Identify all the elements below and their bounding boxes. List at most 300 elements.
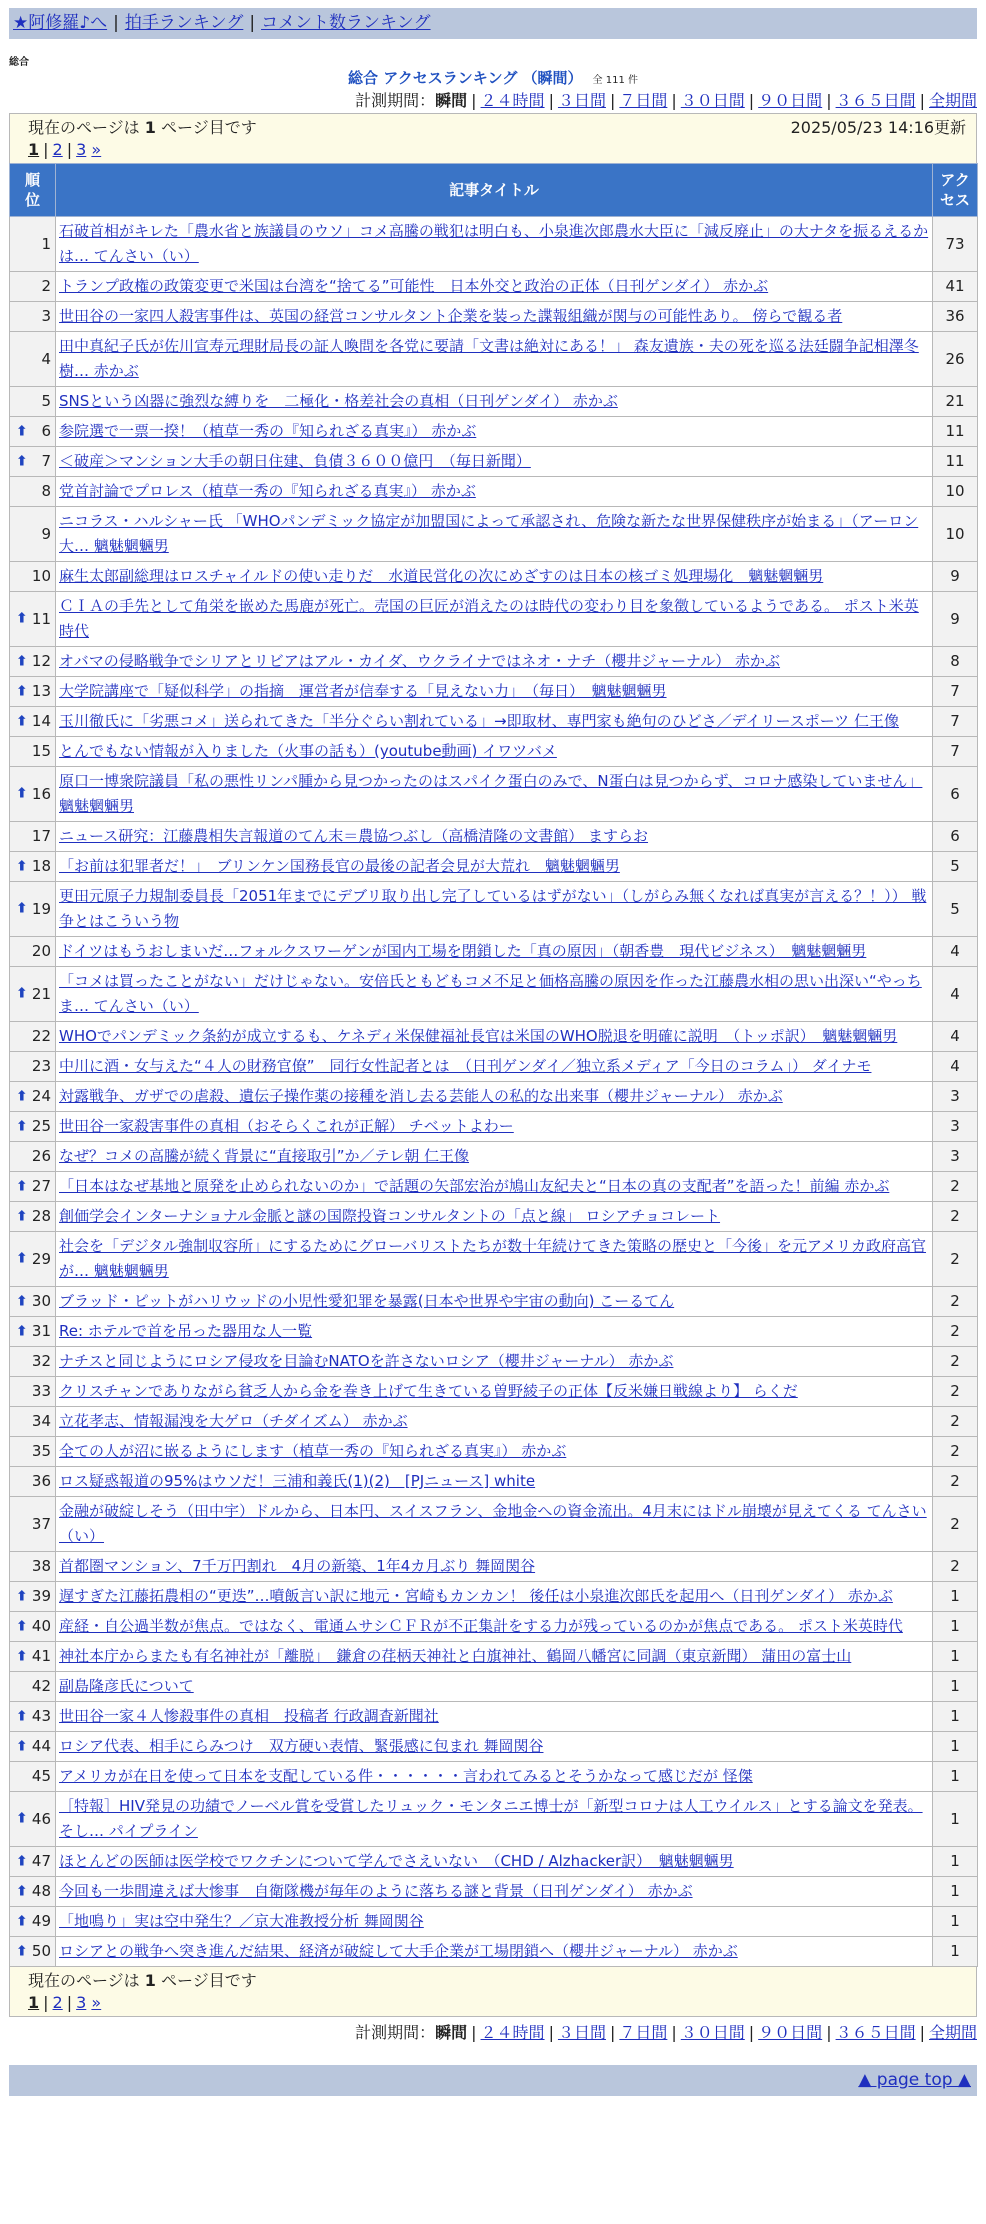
period-option[interactable]: ３０日間 xyxy=(680,91,745,110)
rank-cell xyxy=(10,1317,56,1347)
rank-cell xyxy=(10,707,56,737)
article-link[interactable]: ロス疑惑報道の95%はウソだ！三浦和義氏(1)(2) [PJニュース] white xyxy=(59,1472,536,1490)
table-row xyxy=(10,1702,978,1732)
period-option[interactable]: 全期間 xyxy=(928,2023,977,2042)
rank-cell xyxy=(10,1407,56,1437)
title-cell xyxy=(56,592,933,647)
rank-cell xyxy=(10,1612,56,1642)
rank-cell xyxy=(10,1792,56,1847)
article-link[interactable]: ＣＩＡの手先として角栄を嵌めた馬鹿が死亡。売国の巨匠が消えたのは時代の変わり目を象徴しているようである。 ポスト米英時代 xyxy=(59,597,919,640)
rank-number: 23 xyxy=(31,1057,51,1075)
period-current: 瞬間 xyxy=(435,2023,468,2042)
title-cell xyxy=(56,302,933,332)
pager-top xyxy=(9,113,977,163)
rank-number: 29 xyxy=(31,1249,51,1268)
article-link[interactable]: 「地鳴り」実は空中発生？／京大准教授分析 舞岡関谷 xyxy=(59,1912,424,1930)
access-count: 4 xyxy=(933,1022,978,1052)
period-separator: | xyxy=(609,91,616,110)
rank-number: 7 xyxy=(41,452,51,470)
rank-up-arrow-icon: ⬆ xyxy=(16,713,28,729)
title-cell xyxy=(56,1552,933,1582)
rank-cell xyxy=(10,1082,56,1112)
article-link[interactable]: 今回も一歩間違えば大惨事 自衛隊機が毎年のように落ちる謎と背景（日刊ゲンダイ） 赤かぶ xyxy=(59,1882,693,1900)
rank-up-arrow-icon: ⬆ xyxy=(16,1943,28,1959)
rank-number: 33 xyxy=(31,1382,51,1400)
access-count: 10 xyxy=(933,477,978,507)
table-row xyxy=(10,1142,978,1172)
page-next-link[interactable]: » xyxy=(91,1993,102,2012)
access-count: 1 xyxy=(933,1672,978,1702)
updated-timestamp: 2025/05/23 14:16更新 xyxy=(790,118,966,137)
period-selector xyxy=(9,89,977,113)
period-label: 計測期間： xyxy=(355,91,436,110)
link-comment-ranking[interactable]: コメント数ランキング xyxy=(261,13,431,33)
rank-up-arrow-icon: ⬆ xyxy=(16,785,28,802)
rank-number: 11 xyxy=(31,609,51,628)
article-link[interactable]: とんでもない情報が入りました（火事の話も）(youtube動画) イワツバメ xyxy=(59,742,557,760)
title-cell xyxy=(56,507,933,562)
rank-cell xyxy=(10,677,56,707)
rank-number: 22 xyxy=(31,1027,51,1045)
article-link[interactable]: 麻生太郎副総理はロスチャイルドの使い走りだ 水道民営化の次にめざすのは日本の核ゴミ処理場化 魑魅魍魎男 xyxy=(59,567,824,585)
period-option[interactable]: ９０日間 xyxy=(758,2023,823,2042)
title-cell xyxy=(56,1232,933,1287)
title-cell xyxy=(56,272,933,302)
rank-cell xyxy=(10,852,56,882)
period-option[interactable]: ７日間 xyxy=(619,2023,668,2042)
access-count: 1 xyxy=(933,1877,978,1907)
table-row xyxy=(10,1467,978,1497)
rank-number: 13 xyxy=(31,682,51,700)
rank-cell xyxy=(10,592,56,647)
title-cell xyxy=(56,1702,933,1732)
title-cell xyxy=(56,767,933,822)
header-access: アクセス xyxy=(933,164,978,217)
page-links-bottom xyxy=(10,1992,976,2014)
rank-number: 28 xyxy=(31,1207,51,1225)
rank-cell xyxy=(10,1732,56,1762)
rank-number: 39 xyxy=(31,1587,51,1605)
article-link[interactable]: アメリカが在日を使って日本を支配している件・・・・・・言われてみるとそうかなって感じだが 怪傑 xyxy=(59,1767,753,1785)
access-count: 2 xyxy=(933,1497,978,1552)
table-row xyxy=(10,1437,978,1467)
access-count: 3 xyxy=(933,1142,978,1172)
article-link[interactable]: SNSという凶器に強烈な縛りを 二極化・格差社会の真相（日刊ゲンダイ） 赤かぶ xyxy=(59,392,618,410)
title-cell xyxy=(56,332,933,387)
title-cell xyxy=(56,1907,933,1937)
rank-cell xyxy=(10,882,56,937)
access-count: 11 xyxy=(933,447,978,477)
article-link[interactable]: 参院選で一票一揆！（植草一秀の『知られざる真実』） 赤かぶ xyxy=(59,422,477,440)
rank-number: 32 xyxy=(31,1352,51,1370)
table-row xyxy=(10,1642,978,1672)
rank-cell xyxy=(10,767,56,822)
table-row xyxy=(10,1672,978,1702)
rank-number: 18 xyxy=(31,857,51,875)
table-row xyxy=(10,1937,978,1967)
article-link[interactable]: ブラッド・ピットがハリウッドの小児性愛犯罪を暴露(日本や世界や宇宙の動向) こーるてん xyxy=(59,1292,675,1310)
period-separator: | xyxy=(748,2023,755,2042)
article-link[interactable]: ニコラス・ハルシャー氏 「WHOパンデミック協定が加盟国によって承認され、危険な新たな世界保健秩序が始まる」（アーロン大… 魑魅魍魎男 xyxy=(59,512,919,555)
access-count: 1 xyxy=(933,1792,978,1847)
period-option[interactable]: ３日間 xyxy=(557,2023,606,2042)
rank-number: 15 xyxy=(31,742,51,760)
header-title: 記事タイトル xyxy=(56,164,933,217)
rank-cell xyxy=(10,1347,56,1377)
rank-cell xyxy=(10,477,56,507)
rank-number: 26 xyxy=(31,1147,51,1165)
table-row xyxy=(10,562,978,592)
table-row xyxy=(10,967,978,1022)
title-cell xyxy=(56,1642,933,1672)
rank-number: 38 xyxy=(31,1557,51,1575)
rank-cell xyxy=(10,1022,56,1052)
access-count: 5 xyxy=(933,882,978,937)
rank-up-arrow-icon: ⬆ xyxy=(16,1208,28,1224)
article-link[interactable]: ほとんどの医師は医学校でワクチンについて学んでさえいない （CHD / Alzhacker訳） 魑魅魍魎男 xyxy=(59,1852,734,1870)
access-count: 41 xyxy=(933,272,978,302)
table-row xyxy=(10,1612,978,1642)
rank-number: 8 xyxy=(41,482,51,500)
rank-up-arrow-icon: ⬆ xyxy=(16,1648,28,1664)
title-cell xyxy=(56,937,933,967)
article-link[interactable]: なぜ？コメの高騰が続く背景に“直接取引”か／テレ朝 仁王像 xyxy=(59,1147,470,1165)
title-cell xyxy=(56,1612,933,1642)
title-cell xyxy=(56,1172,933,1202)
rank-number: 5 xyxy=(41,392,51,410)
link-clap-ranking[interactable]: 拍手ランキング xyxy=(124,13,244,33)
rank-cell xyxy=(10,1937,56,1967)
access-count: 4 xyxy=(933,967,978,1022)
article-link[interactable]: 立花孝志、情報漏洩を大ゲロ（チダイズム） 赤かぶ xyxy=(59,1412,408,1430)
title-cell xyxy=(56,737,933,767)
rank-number: 49 xyxy=(31,1912,51,1930)
rank-up-arrow-icon: ⬆ xyxy=(16,858,28,874)
access-count: 1 xyxy=(933,1847,978,1877)
access-count: 5 xyxy=(933,852,978,882)
nav-separator: | xyxy=(249,13,256,33)
rank-number: 12 xyxy=(31,652,51,670)
article-link[interactable]: 神社本庁からまたも有名神社が「離脱」 鎌倉の荏柄天神社と白旗神社、鶴岡八幡宮に同調（東京新聞） 蒲田の富士山 xyxy=(59,1647,852,1665)
page-status-suffix: ページ目です xyxy=(161,118,257,137)
table-row xyxy=(10,1082,978,1112)
rank-number: 25 xyxy=(31,1117,51,1135)
access-count: 6 xyxy=(933,767,978,822)
title-cell xyxy=(56,477,933,507)
rank-up-arrow-icon: ⬆ xyxy=(16,610,28,627)
table-row xyxy=(10,1907,978,1937)
rank-number: 42 xyxy=(31,1677,51,1695)
rank-number: 41 xyxy=(31,1647,51,1665)
rank-cell xyxy=(10,302,56,332)
title-cell xyxy=(56,387,933,417)
rank-cell xyxy=(10,1672,56,1702)
article-link[interactable]: 田中真紀子氏が佐川宣寿元理財局長の証人喚問を各党に要請「文書は絶対にある！」 森友遺族・夫の死を巡る法廷闘争記相澤冬樹… 赤かぶ xyxy=(59,337,919,380)
access-count: 1 xyxy=(933,1582,978,1612)
article-link[interactable]: 世田谷一家４人惨殺事件の真相 投稿者 行政調査新聞社 xyxy=(59,1707,439,1725)
article-link[interactable]: クリスチャンでありながら貧乏人から金を巻き上げて生きている曽野綾子の正体【反米嫌日戦線より】 らくだ xyxy=(59,1382,798,1400)
period-current: 瞬間 xyxy=(435,91,468,110)
table-row xyxy=(10,1052,978,1082)
article-link[interactable]: ナチスと同じようにロシア侵攻を目論むNATOを許さないロシア（櫻井ジャーナル） 赤かぶ xyxy=(59,1352,674,1370)
access-count: 8 xyxy=(933,647,978,677)
article-link[interactable]: 大学院講座で「疑似科学」の指摘 運営者が信奉する「見えない力」 （毎日） 魑魅魍魎男 xyxy=(59,682,667,700)
access-count: 21 xyxy=(933,387,978,417)
rank-cell xyxy=(10,1552,56,1582)
page-status-suffix: ページ目です xyxy=(161,1971,257,1990)
page-top-link[interactable]: ▲ page top ▲ xyxy=(858,2070,971,2090)
article-link[interactable]: 世田谷の一家四人殺害事件は、英国の経営コンサルタント企業を装った諜報組織が関与の可能性あり。 傍らで観る者 xyxy=(59,307,843,325)
table-row xyxy=(10,417,978,447)
article-link[interactable]: ＜破産＞マンション大手の朝日住建、負債３６００億円 （毎日新聞） xyxy=(59,452,531,470)
period-option[interactable]: ３０日間 xyxy=(680,2023,745,2042)
table-row xyxy=(10,1202,978,1232)
article-link[interactable]: ニュース研究：江藤農相失言報道のてん末＝農協つぶし（高橋清隆の文書館） ますらお xyxy=(59,827,649,845)
title-cell xyxy=(56,852,933,882)
access-count: 1 xyxy=(933,1642,978,1672)
rank-number: 24 xyxy=(31,1087,51,1105)
access-count: 2 xyxy=(933,1347,978,1377)
rank-cell xyxy=(10,1877,56,1907)
article-link[interactable]: 「日本はなぜ基地と原発を止められないのか」で話題の矢部宏治が鳩山友紀夫と“日本の真の支配者”を語った！前編 赤かぶ xyxy=(59,1177,890,1195)
article-link[interactable]: 全ての人が沼に嵌るようにします（植草一秀の『知られざる真実』） 赤かぶ xyxy=(59,1442,567,1460)
rank-number: 46 xyxy=(31,1809,51,1828)
article-link[interactable]: 産経・自公過半数が焦点。ではなく、電通ムサシＣＦＲが不正集計をする力が残っているのかが焦点である。 ポスト米英時代 xyxy=(59,1617,903,1635)
period-separator: | xyxy=(548,91,554,110)
table-row xyxy=(10,1022,978,1052)
title-cell xyxy=(56,707,933,737)
article-link[interactable]: 中川に酒・女与えた“４人の財務官僚” 同行女性記者とは （日刊ゲンダイ／独立系メディア「今日のコラム」） ダイナモ xyxy=(59,1057,872,1075)
rank-cell xyxy=(10,737,56,767)
access-count: 26 xyxy=(933,332,978,387)
rank-cell xyxy=(10,967,56,1022)
rank-up-arrow-icon: ⬆ xyxy=(16,1810,28,1827)
article-link[interactable]: 創価学会インターナショナル金脈と謎の国際投資コンサルタントの「点と線」 ロシアチョコレート xyxy=(59,1207,721,1225)
pager-bottom xyxy=(9,1967,977,2017)
article-link[interactable]: ロシアとの戦争へ突き進んだ結果、経済が破綻して大手企業が工場閉鎖へ（櫻井ジャーナル） 赤かぶ xyxy=(59,1942,738,1960)
ranking-table xyxy=(9,163,978,1967)
page-current: 1 xyxy=(28,1993,40,2012)
article-link[interactable]: 副島隆彦氏について xyxy=(59,1677,194,1695)
access-count: 2 xyxy=(933,1232,978,1287)
page-separator: | xyxy=(66,140,73,159)
page-separator: | xyxy=(66,1993,73,2012)
title-cell xyxy=(56,647,933,677)
table-row xyxy=(10,767,978,822)
access-count: 2 xyxy=(933,1467,978,1497)
period-option[interactable]: ３日間 xyxy=(557,91,606,110)
article-link[interactable]: ドイツはもうおしまいだ…フォルクスワーゲンが国内工場を閉鎖した「真の原因」（朝香豊 現代ビジネス） 魑魅魍魎男 xyxy=(59,942,867,960)
rank-cell xyxy=(10,217,56,272)
article-link[interactable]: 玉川徹氏に「劣悪コメ」送られてきた「半分ぐらい割れている」→即取材、専門家も絶句のひどさ／デイリースポーツ 仁王像 xyxy=(59,712,899,730)
rank-cell xyxy=(10,332,56,387)
rank-cell xyxy=(10,1642,56,1672)
access-count: 73 xyxy=(933,217,978,272)
article-link[interactable]: 世田谷一家殺害事件の真相（おそらくこれが正解） チベットよわー xyxy=(59,1117,514,1135)
period-option[interactable]: 全期間 xyxy=(928,91,977,110)
rank-up-arrow-icon: ⬆ xyxy=(16,1738,28,1754)
rank-up-arrow-icon: ⬆ xyxy=(16,1178,28,1194)
access-count: 1 xyxy=(933,1702,978,1732)
period-separator: | xyxy=(548,2023,554,2042)
table-row xyxy=(10,737,978,767)
access-count: 1 xyxy=(933,1762,978,1792)
period-option[interactable]: ９０日間 xyxy=(758,91,823,110)
article-link[interactable]: 金融が破綻しそう（田中宇）ドルから、日本円、スイスフラン、金地金への資金流出。4月末にはドル崩壊が見えてくる てんさい（い） xyxy=(59,1502,927,1545)
title-cell xyxy=(56,447,933,477)
rank-up-arrow-icon: ⬆ xyxy=(16,653,28,669)
period-option[interactable]: ２４時間 xyxy=(480,91,545,110)
period-selector-bottom xyxy=(9,2021,977,2045)
title-cell xyxy=(56,1762,933,1792)
access-count: 3 xyxy=(933,1112,978,1142)
access-count: 6 xyxy=(933,822,978,852)
title-cell xyxy=(56,417,933,447)
page-status xyxy=(28,117,257,139)
rank-number: 16 xyxy=(31,784,51,803)
rank-up-arrow-icon: ⬆ xyxy=(16,900,28,917)
access-count: 1 xyxy=(933,1732,978,1762)
table-row xyxy=(10,1732,978,1762)
article-link[interactable]: ［特報］HIV発見の功績でノーベル賞を受賞したリュック・モンタニエ博士が「新型コロナは人工ウイルス」とする論文を発表。そし… パイプライン xyxy=(59,1797,923,1840)
title-cell xyxy=(56,1437,933,1467)
rank-number: 9 xyxy=(41,524,51,543)
title-cell xyxy=(56,822,933,852)
rank-cell xyxy=(10,447,56,477)
page-status-bottom xyxy=(28,1970,257,1992)
period-option[interactable]: ３６５日間 xyxy=(835,2023,916,2042)
table-row xyxy=(10,507,978,562)
title-cell xyxy=(56,967,933,1022)
article-link[interactable]: WHOでパンデミック条約が成立するも、ケネディ米保健福祉長官は米国のWHO脱退を明確に説明 （トッポ訳） 魑魅魍魎男 xyxy=(59,1027,898,1045)
page-status-number: 1 xyxy=(144,1971,156,1990)
rank-cell xyxy=(10,1202,56,1232)
article-link[interactable]: Re: ホテルで首を吊った器用な人一覧 xyxy=(59,1322,313,1340)
rank-up-arrow-icon: ⬆ xyxy=(16,453,28,469)
period-option[interactable]: ２４時間 xyxy=(480,2023,545,2042)
access-count: 36 xyxy=(933,302,978,332)
article-link[interactable]: 社会を「デジタル強制収容所」にするためにグローバリストたちが数十年続けてきた策略の歴史と「今後」を元アメリカ政府高官が… 魑魅魍魎男 xyxy=(59,1237,927,1280)
rank-number: 10 xyxy=(31,567,51,585)
rank-number: 6 xyxy=(41,422,51,440)
rank-number: 1 xyxy=(41,234,51,253)
rank-number: 37 xyxy=(31,1514,51,1533)
rank-cell xyxy=(10,1437,56,1467)
rank-cell xyxy=(10,1467,56,1497)
period-separator: | xyxy=(671,2023,677,2042)
rank-number: 31 xyxy=(31,1322,51,1340)
table-row xyxy=(10,647,978,677)
rank-number: 45 xyxy=(31,1767,51,1785)
rank-cell xyxy=(10,1052,56,1082)
period-option[interactable]: ７日間 xyxy=(619,91,668,110)
rank-up-arrow-icon: ⬆ xyxy=(16,683,28,699)
access-count: 2 xyxy=(933,1377,978,1407)
title-cell xyxy=(56,1732,933,1762)
title-cell xyxy=(56,1112,933,1142)
title-cell xyxy=(56,1877,933,1907)
rank-cell xyxy=(10,1497,56,1552)
table-row xyxy=(10,677,978,707)
rank-number: 21 xyxy=(31,984,51,1003)
article-link[interactable]: 石破首相がキレた「農水省と族議員のウソ」コメ高騰の戦犯は明白も、小泉進次郎農水大臣に「減反廃止」の大ナタを振るえるかは… てんさい（い） xyxy=(59,222,929,265)
rank-number: 34 xyxy=(31,1412,51,1430)
rank-up-arrow-icon: ⬆ xyxy=(16,985,28,1002)
page-separator: | xyxy=(43,1993,49,2012)
rank-cell xyxy=(10,272,56,302)
rank-up-arrow-icon: ⬆ xyxy=(16,1293,28,1309)
article-link[interactable]: 党首討論でプロレス（植草一秀の『知られざる真実』） 赤かぶ xyxy=(59,482,476,500)
article-link[interactable]: 対露戦争、ガザでの虐殺、遺伝子操作薬の接種を消し去る芸能人の私的な出来事（櫻井ジャーナル） 赤かぶ xyxy=(59,1087,783,1105)
page-separator: | xyxy=(43,140,49,159)
rank-number: 43 xyxy=(31,1707,51,1725)
article-link[interactable]: 「コメは買ったことがない」だけじゃない。安倍氏ともどもコメ不足と価格高騰の原因を作った江藤農水相の思い出深い“やっちま… てんさい（い） xyxy=(59,972,922,1015)
link-asyura-home[interactable]: ★阿修羅♪へ xyxy=(13,13,108,33)
title-cell xyxy=(56,1347,933,1377)
table-row xyxy=(10,217,978,272)
rank-cell xyxy=(10,1847,56,1877)
table-row xyxy=(10,1172,978,1202)
page-title xyxy=(9,67,977,89)
rank-cell xyxy=(10,1582,56,1612)
rank-cell xyxy=(10,562,56,592)
page-status-prefix: 現在のページは xyxy=(28,118,140,137)
title-cell xyxy=(56,217,933,272)
page-link[interactable]: 3 xyxy=(76,1993,87,2012)
table-row xyxy=(10,1377,978,1407)
table-row xyxy=(10,1232,978,1287)
article-link[interactable]: 遅すぎた江藤拓農相の“更迭”…噴飯言い訳に地元・宮崎もカンカン！ 後任は小泉進次郎氏を起用へ（日刊ゲンダイ） 赤かぶ xyxy=(59,1587,893,1605)
period-option[interactable]: ３６５日間 xyxy=(835,91,916,110)
rank-cell xyxy=(10,937,56,967)
page-link[interactable]: 3 xyxy=(76,140,87,159)
table-row xyxy=(10,592,978,647)
page-link[interactable]: 2 xyxy=(52,140,63,159)
rank-up-arrow-icon: ⬆ xyxy=(16,1913,28,1929)
article-link[interactable]: 更田元原子力規制委員長「2051年までにデブリ取り出し完了しているはずがない」（しがらみ無くなれば真実が言える？！）） 戦争とはこういう物 xyxy=(59,887,927,930)
period-separator: | xyxy=(826,2023,832,2042)
rank-number: 47 xyxy=(31,1852,51,1870)
article-link[interactable]: ロシア代表、相手にらみつけ 双方硬い表情、緊張感に包まれ 舞岡関谷 xyxy=(59,1737,544,1755)
article-link[interactable]: 首都圏マンション、7千万円割れ 4月の新築、1年4カ月ぶり 舞岡関谷 xyxy=(59,1557,536,1575)
title-cell xyxy=(56,677,933,707)
access-count: 2 xyxy=(933,1202,978,1232)
table-row xyxy=(10,1847,978,1877)
page-link[interactable]: 2 xyxy=(52,1993,63,2012)
rank-number: 50 xyxy=(31,1942,51,1960)
table-row xyxy=(10,1317,978,1347)
table-row xyxy=(10,852,978,882)
page-next-link[interactable]: » xyxy=(91,140,102,159)
access-count: 9 xyxy=(933,592,978,647)
rank-cell xyxy=(10,417,56,447)
table-row xyxy=(10,1347,978,1377)
table-row xyxy=(10,1582,978,1612)
article-link[interactable]: 原口一博衆院議員「私の悪性リンパ腫から見つかったのはスパイク蛋白のみで、N蛋白は見つからず、コロナ感染していません」 魑魅魍魎男 xyxy=(59,772,923,815)
article-link[interactable]: 「お前は犯罪者だ！」 ブリンケン国務長官の最後の記者会見が大荒れ 魑魅魍魎男 xyxy=(59,857,620,875)
access-count: 11 xyxy=(933,417,978,447)
access-count: 2 xyxy=(933,1172,978,1202)
table-row xyxy=(10,447,978,477)
rank-cell xyxy=(10,1112,56,1142)
article-link[interactable]: トランプ政権の政策変更で米国は台湾を“捨てる”可能性 日本外交と政治の正体（日刊ゲンダイ） 赤かぶ xyxy=(59,277,769,295)
rank-number: 14 xyxy=(31,712,51,730)
rank-cell xyxy=(10,1142,56,1172)
article-link[interactable]: オバマの侵略戦争でシリアとリビアはアル・カイダ、ウクライナではネオ・ナチ（櫻井ジャーナル） 赤かぶ xyxy=(59,652,781,670)
rank-cell xyxy=(10,1702,56,1732)
top-nav-bar xyxy=(9,8,977,39)
table-row xyxy=(10,1762,978,1792)
